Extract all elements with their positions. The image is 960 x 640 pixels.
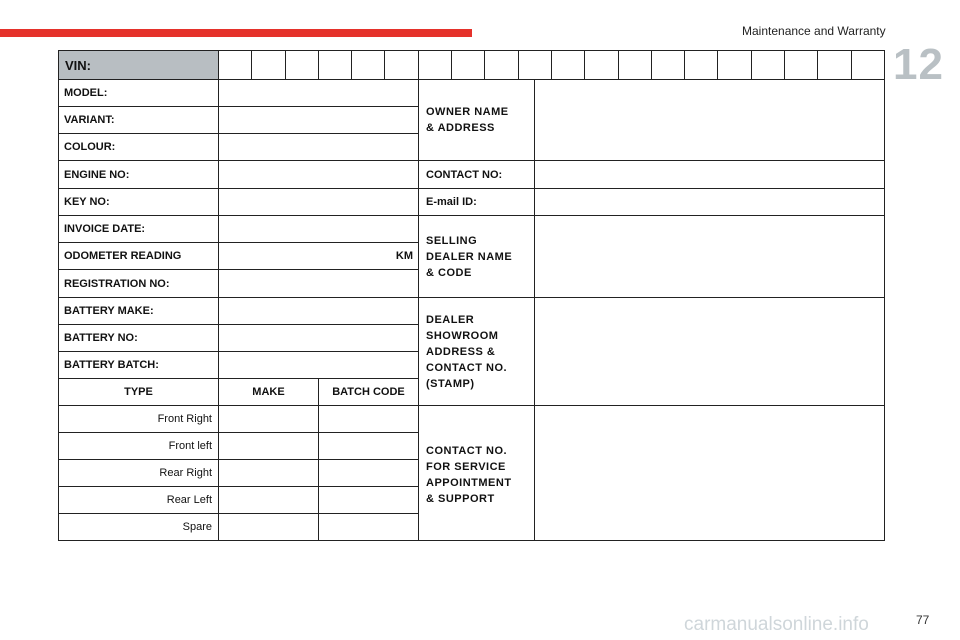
page-number: 77 xyxy=(916,613,930,627)
model-label: MODEL: xyxy=(59,80,219,107)
vin-label: VIN: xyxy=(59,51,219,80)
colour-label: COLOUR: xyxy=(59,134,219,161)
vin-box[interactable] xyxy=(318,51,351,79)
engine-no-field[interactable] xyxy=(219,161,419,189)
registration-no-label: REGISTRATION NO: xyxy=(59,270,219,298)
header-accent-bar xyxy=(0,29,472,37)
battery-no-field[interactable] xyxy=(219,325,419,352)
vin-character-boxes xyxy=(219,51,884,79)
vin-box[interactable] xyxy=(651,51,684,79)
tyre-type: Front Right xyxy=(59,406,219,433)
key-no-field[interactable] xyxy=(219,189,419,216)
model-field[interactable] xyxy=(219,80,419,107)
vin-box[interactable] xyxy=(751,51,784,79)
vin-box[interactable] xyxy=(585,51,618,79)
contact-no-label: CONTACT NO: xyxy=(419,161,535,189)
vin-box[interactable] xyxy=(818,51,851,79)
vin-box[interactable] xyxy=(851,51,884,79)
tyre-batch-field[interactable] xyxy=(319,433,419,460)
selling-dealer-field[interactable] xyxy=(535,216,885,298)
vin-box[interactable] xyxy=(418,51,451,79)
odometer-label: ODOMETER READING xyxy=(59,243,219,270)
vin-box[interactable] xyxy=(285,51,318,79)
service-contact-field[interactable] xyxy=(535,406,885,541)
section-title: Maintenance and Warranty xyxy=(742,24,886,38)
vin-box[interactable] xyxy=(452,51,485,79)
vin-box[interactable] xyxy=(385,51,418,79)
battery-no-label: BATTERY NO: xyxy=(59,325,219,352)
variant-label: VARIANT: xyxy=(59,107,219,134)
tyre-type: Rear Right xyxy=(59,460,219,487)
vin-box[interactable] xyxy=(252,51,285,79)
colour-field[interactable] xyxy=(219,134,419,161)
tyre-batch-header: BATCH CODE xyxy=(319,379,419,406)
tyre-make-field[interactable] xyxy=(219,460,319,487)
email-id-label: E-mail ID: xyxy=(419,189,535,216)
variant-field[interactable] xyxy=(219,107,419,134)
tyre-make-field[interactable] xyxy=(219,514,319,541)
tyre-make-field[interactable] xyxy=(219,487,319,514)
dealer-showroom-field[interactable] xyxy=(535,298,885,406)
vin-row xyxy=(59,51,885,80)
battery-make-label: BATTERY MAKE: xyxy=(59,298,219,325)
owner-name-field[interactable] xyxy=(535,80,885,161)
tyre-type: Rear Left xyxy=(59,487,219,514)
tyre-batch-field[interactable] xyxy=(319,514,419,541)
vin-box[interactable] xyxy=(685,51,718,79)
email-id-field[interactable] xyxy=(535,189,885,216)
tyre-make-field[interactable] xyxy=(219,406,319,433)
tyre-make-field[interactable] xyxy=(219,433,319,460)
tyre-type: Spare xyxy=(59,514,219,541)
registration-no-field[interactable] xyxy=(219,270,419,298)
battery-batch-field[interactable] xyxy=(219,352,419,379)
contact-no-field[interactable] xyxy=(535,161,885,189)
invoice-date-field[interactable] xyxy=(219,216,419,243)
watermark: carmanualsonline.info xyxy=(684,614,869,635)
owner-name-label: OWNER NAME & ADDRESS xyxy=(419,80,535,161)
service-contact-label: CONTACT NO. FOR SERVICE APPOINTMENT & SUPPORT xyxy=(419,406,535,541)
odometer-unit[interactable]: KM xyxy=(219,243,419,270)
dealer-showroom-label: DEALER SHOWROOM ADDRESS & CONTACT NO. (STAMP) xyxy=(419,298,535,406)
tyre-type: Front left xyxy=(59,433,219,460)
vin-box[interactable] xyxy=(219,51,252,79)
vin-box[interactable] xyxy=(618,51,651,79)
tyre-batch-field[interactable] xyxy=(319,406,419,433)
invoice-date-label: INVOICE DATE: xyxy=(59,216,219,243)
battery-make-field[interactable] xyxy=(219,298,419,325)
engine-no-label: ENGINE NO: xyxy=(59,161,219,189)
tyre-batch-field[interactable] xyxy=(319,460,419,487)
vehicle-details-form xyxy=(58,50,885,541)
selling-dealer-label: SELLING DEALER NAME & CODE xyxy=(419,216,535,298)
vin-box[interactable] xyxy=(485,51,518,79)
vin-box[interactable] xyxy=(785,51,818,79)
tyre-make-header: MAKE xyxy=(219,379,319,406)
battery-batch-label: BATTERY BATCH: xyxy=(59,352,219,379)
tyre-type-header: TYPE xyxy=(59,379,219,406)
vin-box[interactable] xyxy=(352,51,385,79)
tyre-row xyxy=(59,406,885,433)
chapter-number: 12 xyxy=(893,40,944,89)
tyre-batch-field[interactable] xyxy=(319,487,419,514)
vin-box[interactable] xyxy=(718,51,751,79)
vin-box[interactable] xyxy=(551,51,584,79)
vin-box[interactable] xyxy=(518,51,551,79)
key-no-label: KEY NO: xyxy=(59,189,219,216)
